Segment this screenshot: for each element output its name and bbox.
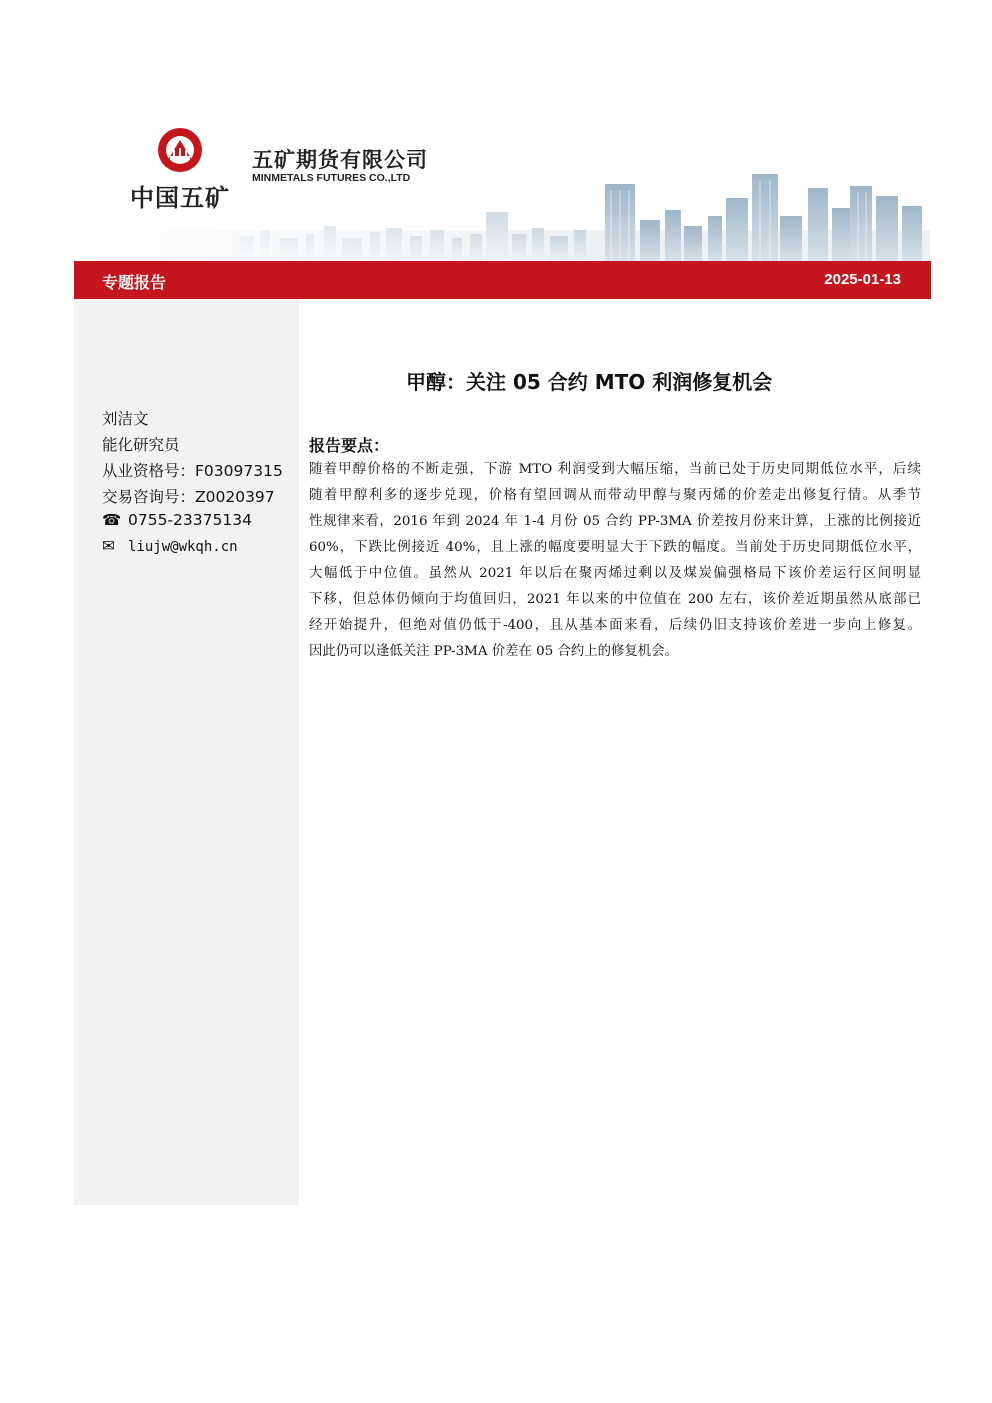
- company-name-cn: 五矿期货有限公司: [252, 148, 428, 172]
- author-email: [102, 537, 238, 555]
- page-header: [0, 0, 992, 262]
- summary-line: 随着甲醇价格的不断走强，下游 MTO 利润受到大幅压缩，当前已处于历史同期低位水平，后续: [309, 462, 921, 477]
- phone-icon: ☎: [102, 511, 122, 529]
- report-type-label: 专题报告: [102, 273, 167, 292]
- summary-line: 性规律来看，2016 年到 2024 年 1-4 月份 05 合约 PP-3MA 价差按月份来计算，上涨的比例接近: [309, 514, 921, 529]
- report-date: 2025-01-13: [824, 271, 901, 288]
- summary-line: 下移，但总体仍倾向于均值回归，2021 年以来的中位值在 200 左右，该价差近期虽然从底部已: [309, 592, 921, 607]
- company-name-en: MINMETALS FUTURES CO.,LTD: [252, 172, 411, 184]
- author-name: 刘洁文: [102, 410, 149, 428]
- summary-line: 因此仍可以逢低关注 PP-3MA 价差在 05 合约上的修复机会。: [309, 644, 678, 659]
- author-sidebar: [74, 299, 299, 1205]
- summary-heading: 报告要点：: [309, 436, 390, 455]
- author-advisory-number: 交易咨询号：Z0020397: [102, 488, 275, 506]
- summary-line: 大幅低于中位值。虽然从 2021 年以后在聚丙烯过剩以及煤炭偏强格局下该价差运行区间明显: [309, 566, 921, 581]
- summary-line: 经开始提升，但绝对值仍低于-400，且从基本面来看，后续仍旧支持该价差进一步向上修复。: [309, 618, 921, 633]
- minmetals-emblem-icon: [156, 126, 204, 174]
- report-header-bar: [74, 261, 931, 299]
- author-phone: [102, 511, 252, 529]
- report-title: 甲醇：关注 05 合约 MTO 利润修复机会: [406, 370, 773, 394]
- summary-line: 随着甲醇利多的逐步兑现，价格有望回调从而带动甲醇与聚丙烯的价差走出修复行情。从季节: [309, 488, 921, 503]
- phone-number: 0755-23375134: [128, 511, 252, 529]
- envelope-icon: ✉: [102, 537, 115, 555]
- author-license-number: 从业资格号：F03097315: [102, 462, 283, 480]
- logo-wordmark: 中国五矿: [130, 184, 230, 212]
- email-address[interactable]: liujw@wkqh.cn: [128, 539, 238, 555]
- summary-line: 60%，下跌比例接近 40%，且上涨的幅度要明显大于下跌的幅度。当前处于历史同期低位水平，: [309, 540, 921, 555]
- summary-body: [309, 457, 921, 665]
- author-title: 能化研究员: [102, 436, 180, 454]
